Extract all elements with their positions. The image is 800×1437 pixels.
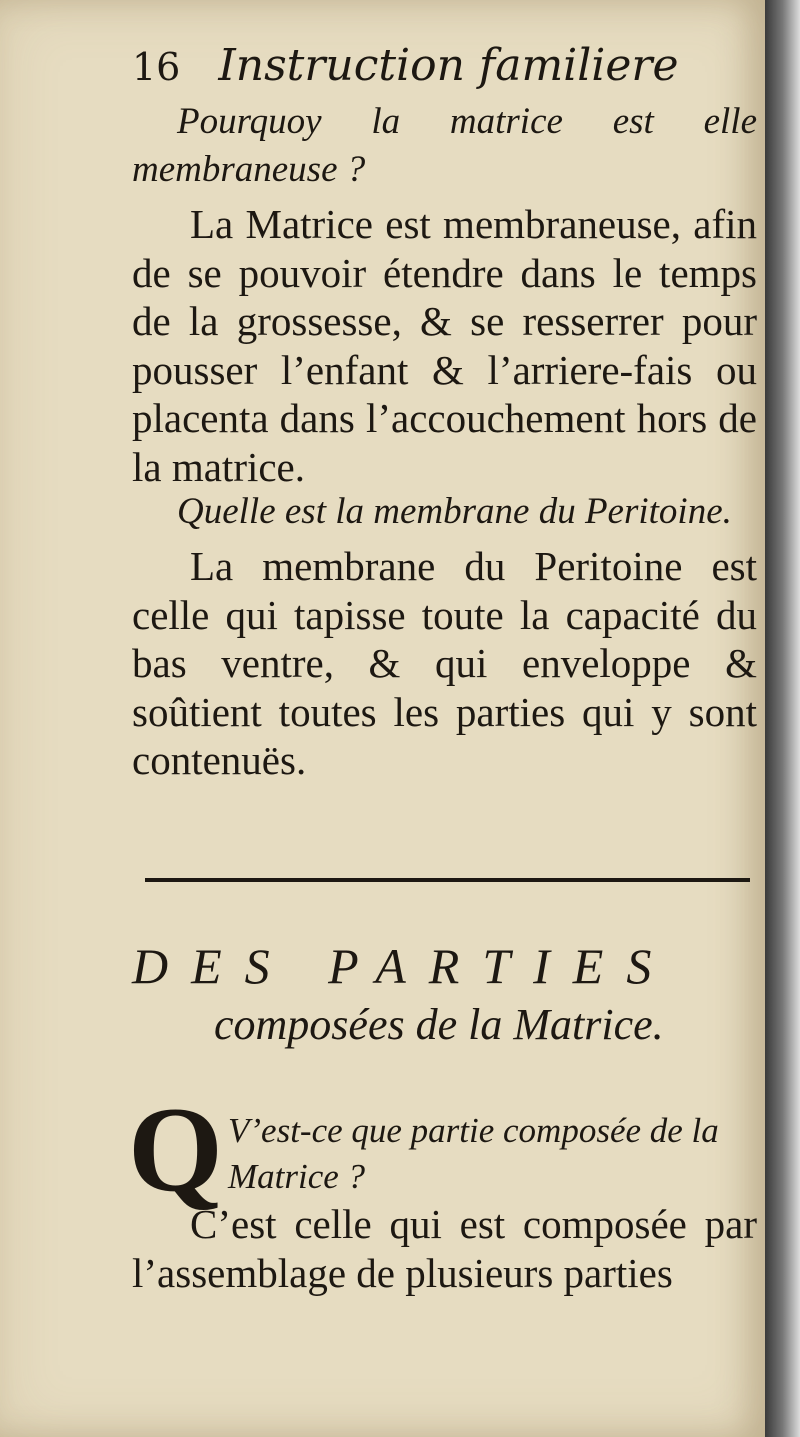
question-1: Pourquoy la matrice est elle membraneuse ?: [132, 101, 757, 190]
section-divider: [145, 878, 750, 882]
answer-2: La membrane du Peritoine est celle qui tapisse toute la capacité du bas ventre, & qui enveloppe & soûtient toutes les parties qui y sont contenuës.: [132, 543, 757, 783]
drop-cap: Q: [128, 1082, 223, 1217]
question-3: V’est-ce que partie composée de la Matrice ?: [228, 1111, 719, 1196]
answer-3: C’est celle qui est composée par l’assemblage de plusieurs parties: [132, 1201, 757, 1296]
running-head: [132, 38, 752, 95]
passage-3: [132, 1200, 757, 1297]
running-title: Instruction familiere: [218, 40, 679, 91]
passage-2: [132, 488, 757, 785]
section-subheading: composées de la Matrice.: [214, 1000, 664, 1049]
page-edge: [765, 0, 800, 1437]
passage-1: [132, 98, 757, 491]
section-heading: DES PARTIES: [132, 938, 675, 994]
page-number: 16: [132, 45, 181, 89]
answer-1: La Matrice est membraneuse, afin de se pouvoir étendre dans le temps de la grossesse, & se resserrer pour pousser l’enfant & l’arriere-fais ou placenta dans l’accouchement hors de la matrice.: [132, 201, 757, 490]
question-2: Quelle est la membrane du Peritoine.: [177, 491, 732, 532]
